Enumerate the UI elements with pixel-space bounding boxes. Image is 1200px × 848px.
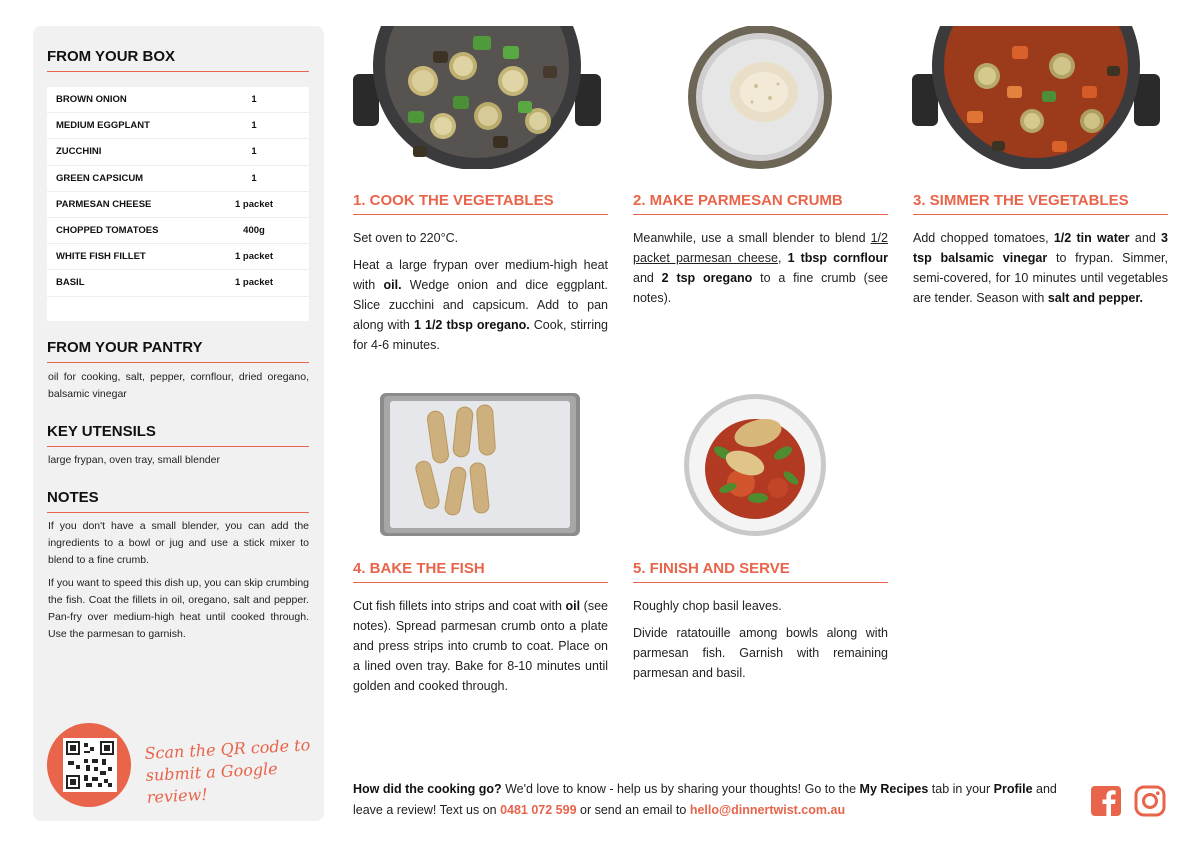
ingredient-name: ZUCCHINI [56, 146, 102, 158]
table-row [47, 166, 309, 192]
pantry-heading: FROM YOUR PANTRY [47, 339, 309, 363]
footer-text: tab in your [928, 782, 994, 796]
ingredient-qty: 1 [251, 146, 257, 158]
step4-title: 4. BAKE THE FISH [353, 560, 608, 583]
step4-image [380, 393, 580, 536]
phone-link[interactable]: 0481 072 599 [500, 803, 577, 817]
step1-title: 1. COOK THE VEGETABLES [353, 192, 608, 215]
step3-p1: Add chopped tomatoes, 1/2 tin water and 3 tsp balsamic vinegar to frypan. Simmer, semi-covered, for 10 minutes until vegetables are tender. Season with salt and pepper. [913, 231, 1168, 305]
footer-text: and leave a review! Text us on [353, 782, 1057, 817]
box-ingredients-table [47, 87, 309, 321]
review-footer [353, 779, 1073, 821]
ingredient-name: BROWN ONION [56, 94, 127, 106]
ingredient-qty: 1 packet [234, 251, 274, 263]
footer-text: or send an email to [576, 803, 690, 817]
step5-image [683, 393, 828, 538]
footer-text: We'd love to know - help us by sharing your thoughts! Go to the [501, 782, 860, 796]
table-row [47, 113, 309, 139]
table-row [47, 270, 309, 296]
step3-title: 3. SIMMER THE VEGETABLES [913, 192, 1168, 215]
table-row [47, 87, 309, 113]
step1-image [353, 26, 601, 169]
table-row [47, 192, 309, 218]
my-recipes-link[interactable]: My Recipes [859, 782, 929, 796]
step2-title: 2. MAKE PARMESAN CRUMB [633, 192, 888, 215]
notes-heading: NOTES [47, 489, 309, 513]
step2-image [660, 26, 860, 169]
ingredient-name: WHITE FISH FILLET [56, 251, 146, 263]
ingredient-name: GREEN CAPSICUM [56, 172, 144, 184]
ingredient-qty: 400g [243, 225, 265, 237]
ingredient-name: PARMESAN CHEESE [56, 198, 152, 210]
notes-text [48, 518, 309, 649]
ingredient-qty: 1 [251, 94, 257, 106]
step1-body [353, 228, 608, 362]
step2-body [633, 228, 888, 315]
ingredient-name: CHOPPED TOMATOES [56, 225, 159, 237]
table-row [47, 244, 309, 270]
ingredient-qty: 1 packet [234, 277, 274, 289]
table-row [47, 218, 309, 244]
step5-body [633, 596, 888, 690]
step4-body [353, 596, 608, 703]
qr-code-icon[interactable] [63, 738, 117, 792]
step1-p2: Heat a large frypan over medium-high heat with oil. Wedge onion and dice eggplant. Slice zucchini and capsicum. Add to pan along with 1 1/2 tbsp oregano. Cook, stirring for 4-6 minutes. [353, 258, 608, 352]
instagram-icon[interactable] [1134, 785, 1166, 817]
step5-p1: Roughly chop basil leaves. [633, 599, 782, 613]
ingredient-qty: 1 [251, 172, 257, 184]
pantry-text: oil for cooking, salt, pepper, cornflour, dried oregano, balsamic vinegar [48, 371, 309, 400]
profile-link[interactable]: Profile [993, 782, 1033, 796]
utensils-text: large frypan, oven tray, small blender [48, 454, 220, 466]
step3-body [913, 228, 1168, 315]
ingredient-name: MEDIUM EGGPLANT [56, 120, 150, 132]
note-item: If you don't have a small blender, you can add the ingredients to a bowl or jug and use a stick mixer to blend to a fine crumb. [48, 520, 309, 566]
step2-p1: Meanwhile, use a small blender to blend 1/2 packet parmesan cheese, 1 tbsp cornflour and 2 tsp oregano to a fine crumb (see notes). [633, 231, 888, 305]
footer-question: How did the cooking go? [353, 782, 502, 796]
box-heading: FROM YOUR BOX [47, 48, 309, 72]
ingredient-name: BASIL [56, 277, 85, 289]
sidebar [33, 26, 324, 821]
step3-image [912, 26, 1160, 169]
utensils-heading: KEY UTENSILS [47, 423, 309, 447]
step1-p1: Set oven to 220°C. [353, 231, 459, 245]
note-item: If you want to speed this dish up, you can skip crumbing the fish. Coat the fillets in oil, oregano, salt and pepper. Pan-fry over medium-high heat until cooked through. Use the parmesan to garnish. [48, 577, 309, 640]
step5-p2: Divide ratatouille among bowls along with parmesan fish. Garnish with remaining parmesan and basil. [633, 626, 888, 680]
ingredient-qty: 1 packet [234, 198, 274, 210]
qr-prompt: Scan the QR code to submit a Google review! [144, 735, 311, 807]
step5-title: 5. FINISH AND SERVE [633, 560, 888, 583]
step4-p1: Cut fish fillets into strips and coat with oil (see notes). Spread parmesan crumb onto a plate and press strips into crumb to coat. Place on a lined oven tray. Bake for 8-10 minutes until golden and cooked through. [353, 599, 608, 693]
facebook-icon[interactable] [1090, 785, 1122, 817]
qr-badge[interactable] [47, 723, 131, 807]
ingredient-qty: 1 [251, 120, 257, 132]
email-link[interactable]: hello@dinnertwist.com.au [689, 803, 846, 817]
table-row [47, 139, 309, 165]
